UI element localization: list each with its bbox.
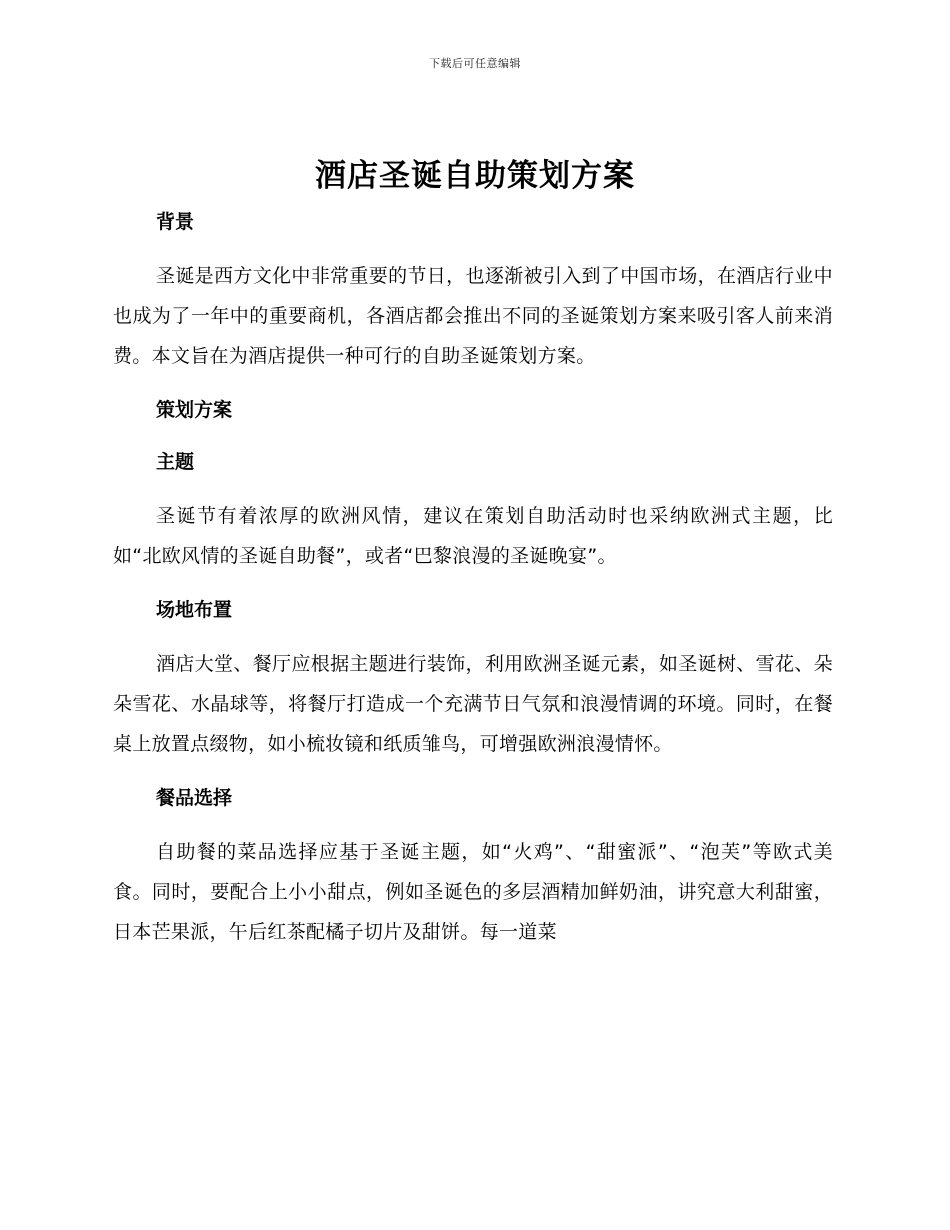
header-note: 下载后可任意编辑 xyxy=(429,57,521,70)
section-heading-plan: 策划方案 xyxy=(156,399,233,421)
section-heading-food: 餐品选择 xyxy=(156,787,233,809)
section-heading-theme: 主题 xyxy=(156,451,195,473)
paragraph-theme: 圣诞节有着浓厚的欧洲风情，建议在策划自助活动时也采纳欧洲式主题，比如“北欧风情的圣诞自助餐”，或者“巴黎浪漫的圣诞晚宴”。 xyxy=(113,505,833,567)
paragraph-venue: 酒店大堂、餐厅应根据主题进行装饰，利用欧洲圣诞元素，如圣诞树、雪花、朵朵雪花、水晶球等，将餐厅打造成一个充满节日气氛和浪漫情调的环境。同时，在餐桌上放置点缀物，如小梳妆镜和纸质雏鸟，可增强欧洲浪漫情怀。 xyxy=(113,653,833,755)
document-body xyxy=(113,200,833,952)
paragraph-background: 圣诞是西方文化中非常重要的节日，也逐渐被引入到了中国市场，在酒店行业中也成为了一年中的重要商机，各酒店都会推出不同的圣诞策划方案来吸引客人前来消费。本文旨在为酒店提供一种可行的自助圣诞策划方案。 xyxy=(113,265,833,367)
paragraph-food: 自助餐的菜品选择应基于圣诞主题，如“火鸡”、“甜蜜派”、“泡芙”等欧式美食。同时，要配合上小小甜点，例如圣诞色的多层酒精加鲜奶油，讲究意大利甜蜜，日本芒果派，午后红茶配橘子切片及甜饼。每一道菜 xyxy=(113,841,833,943)
section-heading-background: 背景 xyxy=(156,211,195,233)
document-title: 酒店圣诞自助策划方案 xyxy=(315,158,635,194)
section-heading-venue: 场地布置 xyxy=(156,599,233,621)
